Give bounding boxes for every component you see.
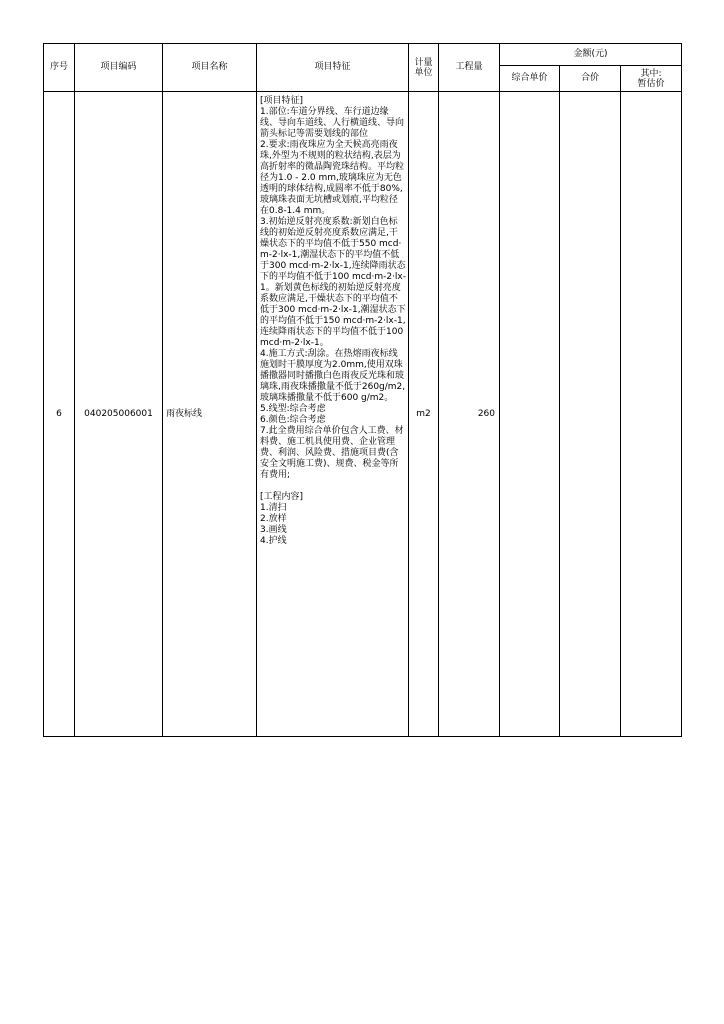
row-provisional	[621, 92, 682, 737]
header-quantity: 工程量	[439, 44, 500, 92]
header-unit: 计量 单位	[409, 44, 439, 92]
header-name: 项目名称	[163, 44, 257, 92]
row-features: [项目特征] 1.部位:车道分界线、车行道边缘线、导向车道线、人行横道线、导向箭头标记等需要划线的部位 2.要求:雨夜珠应为全天候高亮雨夜珠,外型为不规则的粒状结构,表层为高折射率的微晶陶瓷珠结构。平均粒径为1.0 - 2.0 mm,玻璃珠应为无色透明的球体结构,成圆率不低于80%,玻璃珠表面无坑槽或划痕,平均粒径在0.8-1.4 mm。 3.初始逆反射亮度系数:新划白色标线的初始逆反射亮度系数应满足,干燥状态下的平均值不低于550 mcd·m-2·lx-1,潮湿状态下的平均值不低于300 mcd·m-2·lx-1,连续降雨状态下的平均值不低于100 mcd·m-2·lx-1。新划黄色标线的初始逆反射亮度系数应满足,干燥状态下的平均值不低于300 mcd·m-2·lx-1,潮湿状态下的平均值不低于150 mcd·m-2·lx-1,连续降雨状态下的平均值不低于100 mcd·m-2·lx-1。 4.施工方式:刮涂。在热熔雨夜标线施划时干膜厚度为2.0mm,使用双珠播撒器同时播撒白色雨夜反光珠和玻璃珠,雨夜珠播撒量不低于260g/m2,玻璃珠播撒量不低于600 g/m2。 5.线型:综合考虑 6.颜色:综合考虑 7.此全费用综合单价包含人工费、材料费、施工机具使用费、企业管理费、利润、风险费、措施项目费(含安全文明施工费)、规费、税金等所有费用; [工程内容] 1.清扫 2.放样 3.画线 4.护线	[257, 92, 409, 737]
row-quantity: 260	[439, 92, 500, 737]
row-unit: m2	[409, 92, 439, 737]
row-unit-price	[500, 92, 560, 737]
header-row	[44, 44, 682, 66]
row-name: 雨夜标线	[163, 92, 257, 737]
header-unit-price: 综合单价	[500, 66, 560, 92]
table-row	[44, 92, 682, 737]
header-amount-group: 金额(元)	[500, 44, 682, 66]
row-total	[560, 92, 621, 737]
header-code: 项目编码	[75, 44, 163, 92]
header-seq: 序号	[44, 44, 75, 92]
header-provisional: 其中: 暂估价	[621, 66, 682, 92]
row-code: 040205006001	[75, 92, 163, 737]
bill-of-quantities-table	[43, 43, 682, 737]
header-total: 合价	[560, 66, 621, 92]
header-features: 项目特征	[257, 44, 409, 92]
row-seq: 6	[44, 92, 75, 737]
